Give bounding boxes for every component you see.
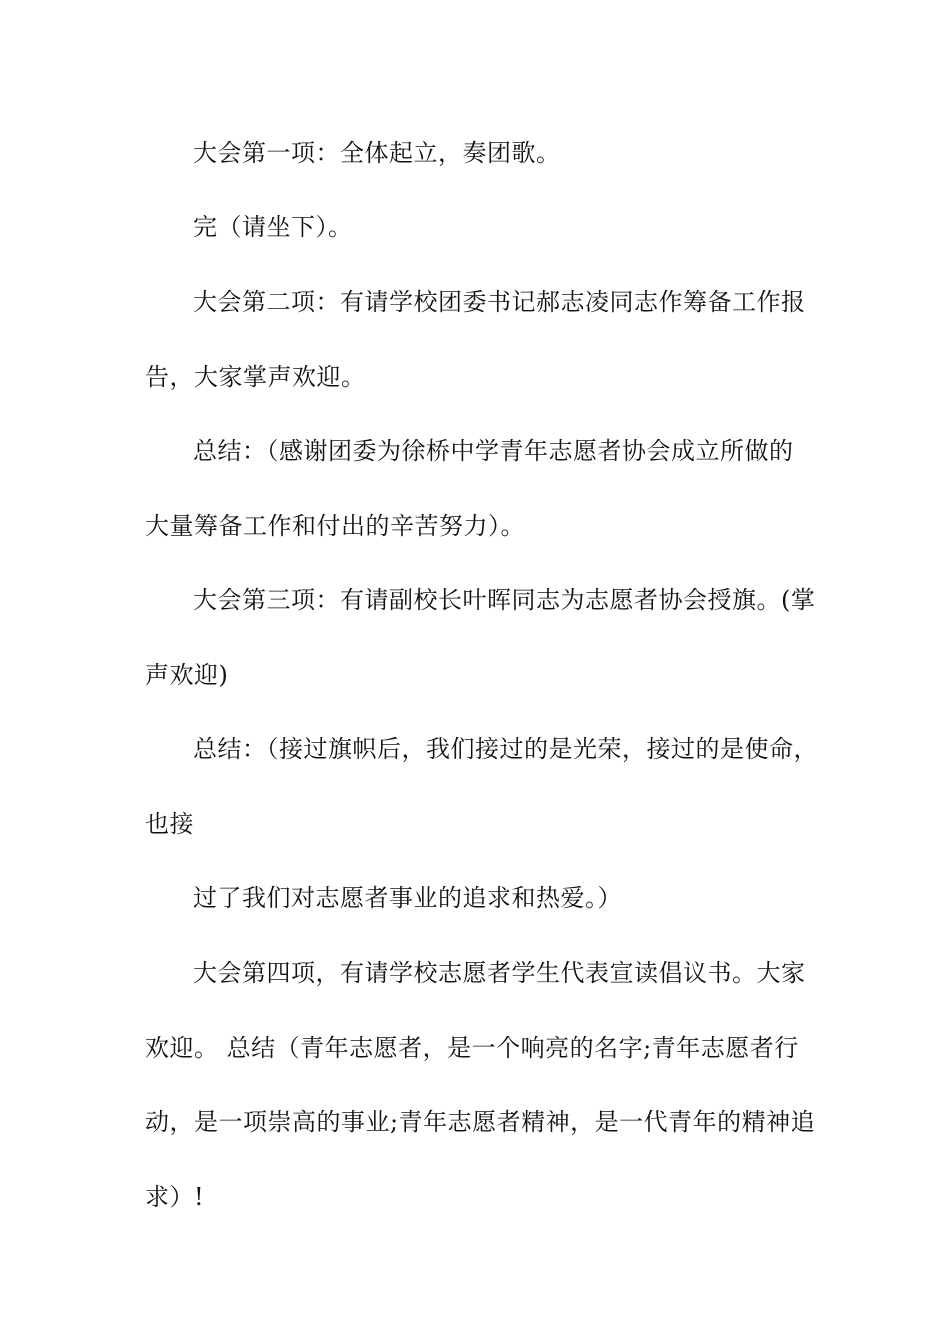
paragraph-line: 动，是一项崇高的事业;青年志愿者精神，是一代青年的精神追 <box>145 1108 816 1136</box>
paragraph-line: 总结：（感谢团委为徐桥中学青年志愿者协会成立所做的 <box>193 437 794 465</box>
paragraph-line: 大量筹备工作和付出的辛苦努力）。 <box>145 512 525 540</box>
paragraph-line: 大会第二项：有请学校团委书记郝志凌同志作筹备工作报 <box>193 288 806 316</box>
paragraph-line: 总结：（接过旗帜后，我们接过的是光荣，接过的是使命， <box>193 735 818 763</box>
paragraph-line: 告，大家掌声欢迎。 <box>145 363 366 391</box>
paragraph-line: 过了我们对志愿者事业的追求和热爱。） <box>193 884 622 912</box>
paragraph-line: 大会第三项：有请副校长叶晖同志为志愿者协会授旗。(掌 <box>193 586 816 614</box>
paragraph-line: 大会第四项，有请学校志愿者学生代表宣读倡议书。大家 <box>193 959 806 987</box>
paragraph-line: 欢迎。 总结（青年志愿者，是一个响亮的名字;青年志愿者行 <box>145 1034 799 1062</box>
paragraph-line: 也接 <box>145 810 194 838</box>
paragraph-line: 大会第一项：全体起立，奏团歌。 <box>193 139 561 167</box>
paragraph-line: 完（请坐下）。 <box>193 213 353 241</box>
paragraph-line: 声欢迎) <box>145 661 229 689</box>
paragraph-line: 求）! <box>145 1183 205 1211</box>
